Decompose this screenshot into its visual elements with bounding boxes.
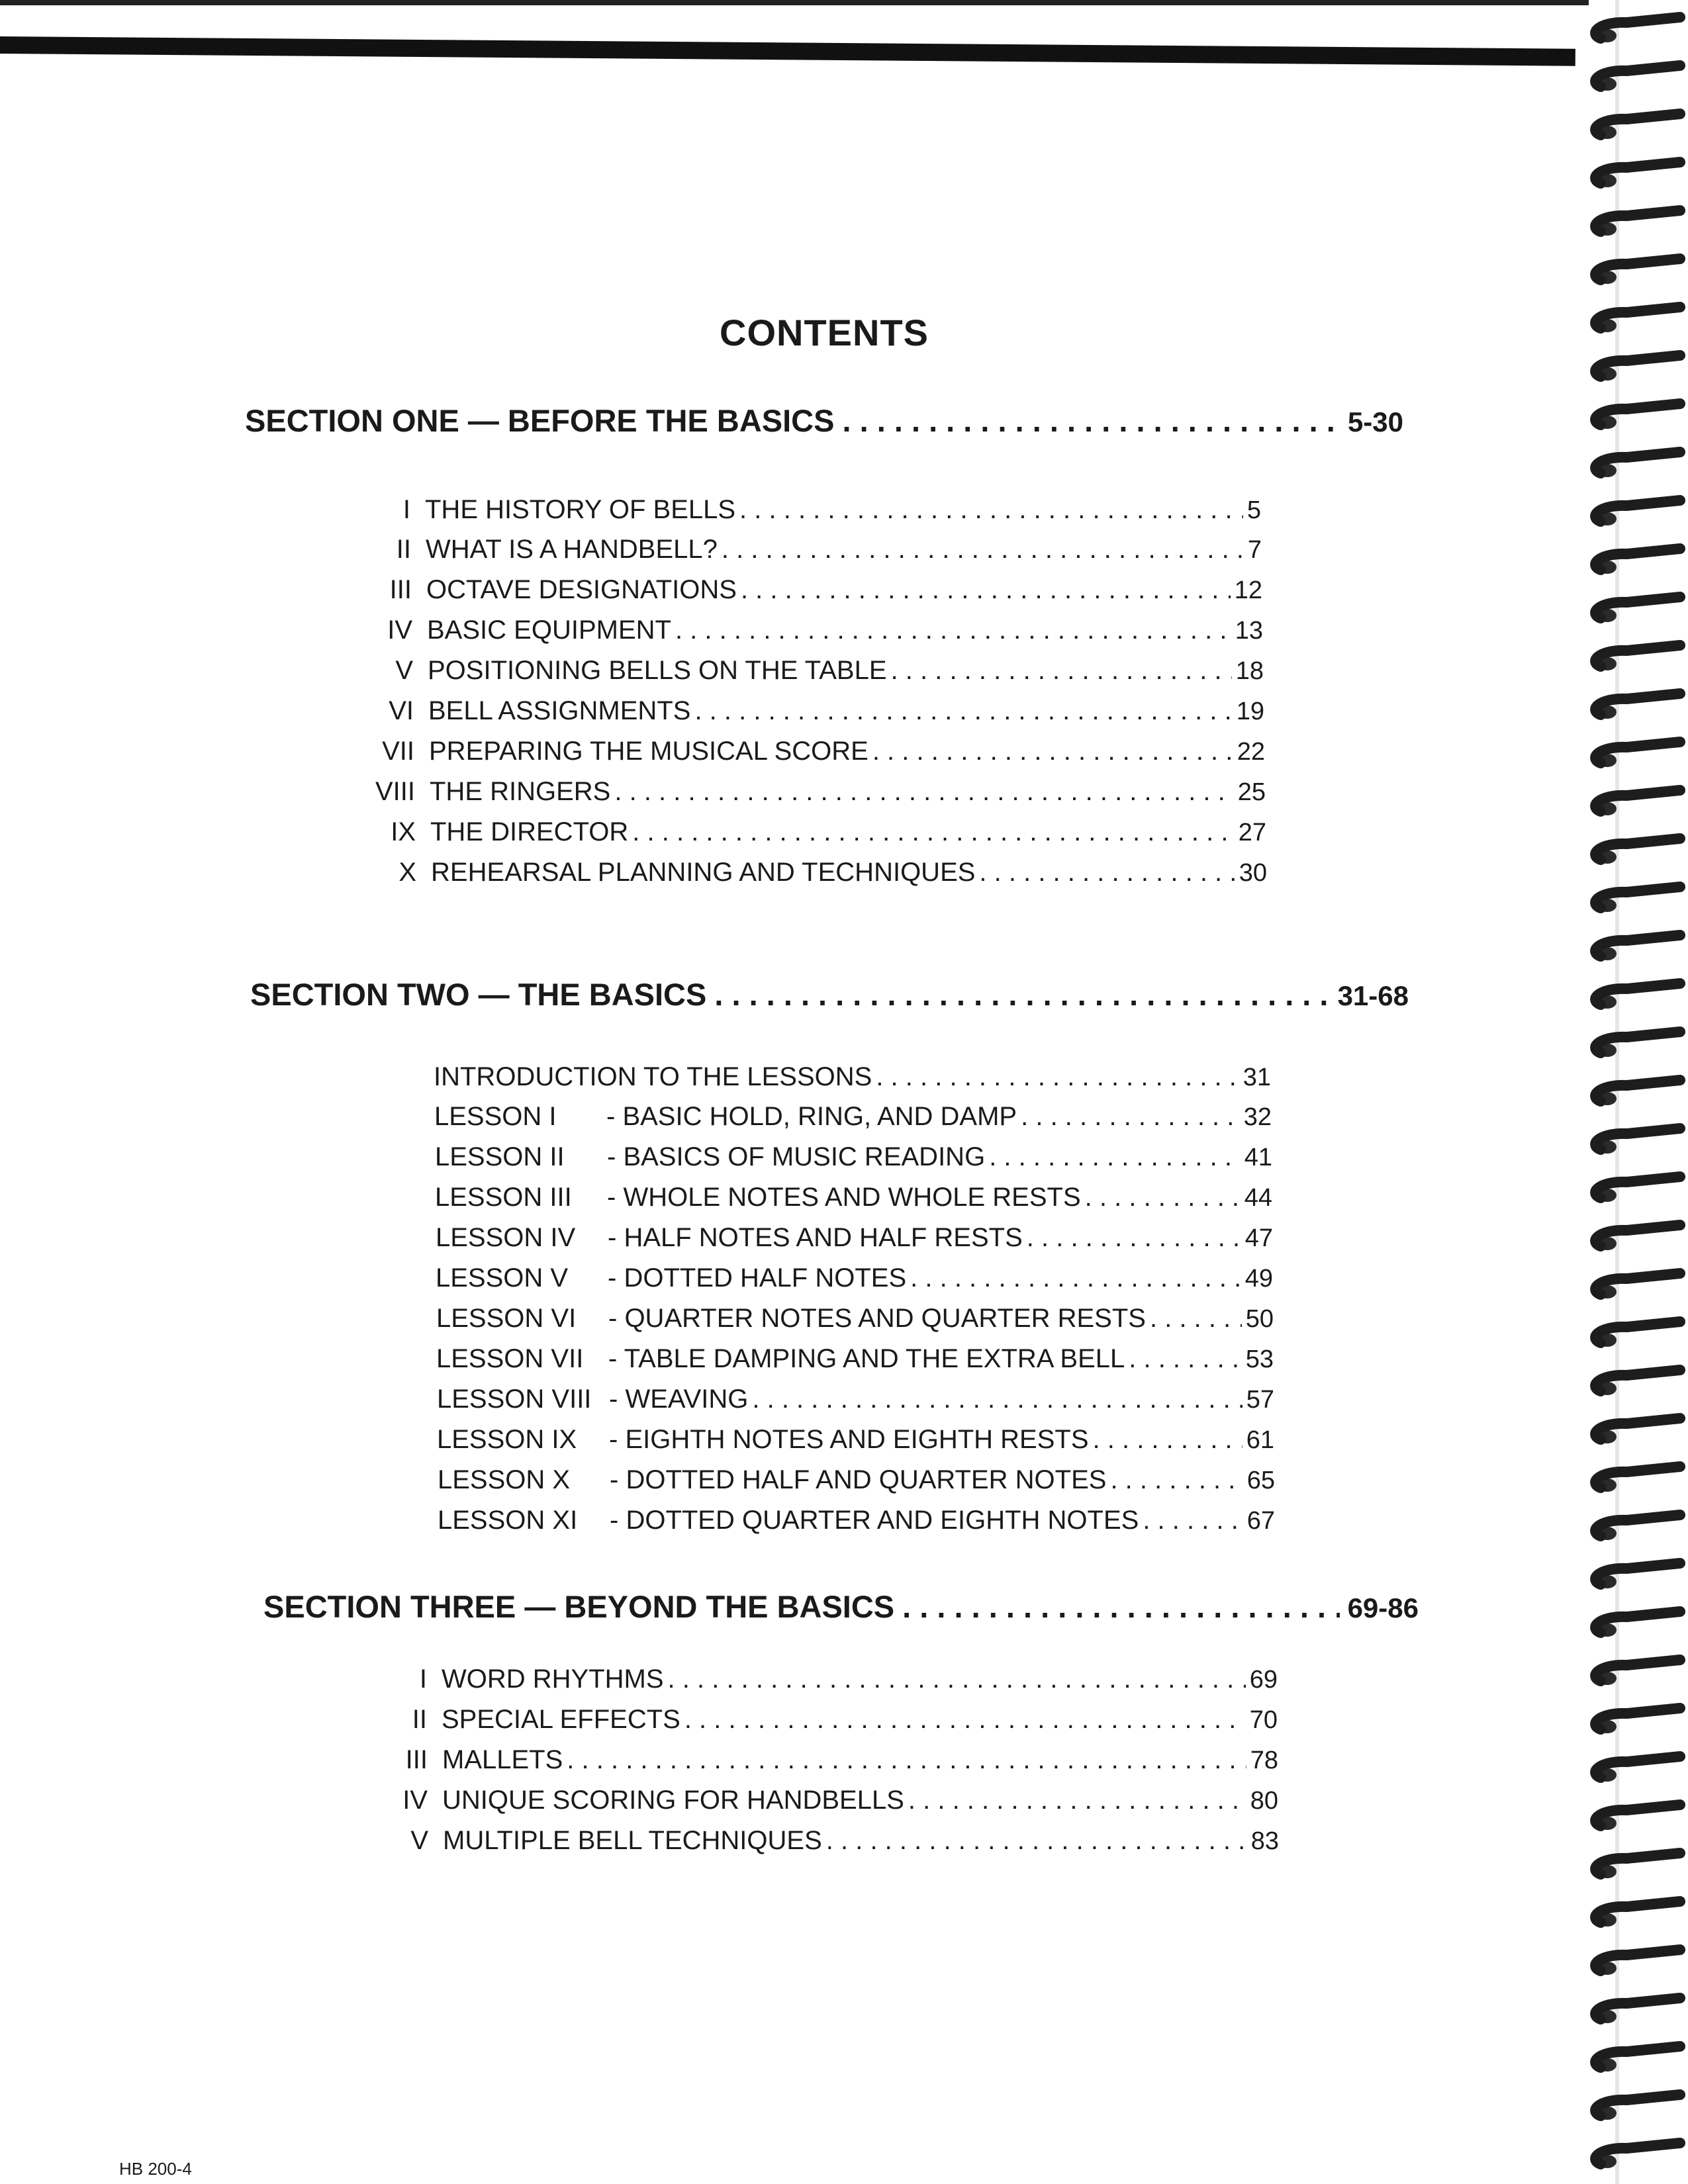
- toc-entry[interactable]: [375, 1826, 1279, 1863]
- spiral-coil: [1595, 935, 1680, 960]
- spiral-coil: [1595, 1853, 1680, 1878]
- spiral-coil: [1595, 1901, 1680, 1927]
- entry-number: II: [396, 535, 411, 564]
- toc-entry[interactable]: [374, 1664, 1278, 1702]
- entry-number: II: [412, 1705, 427, 1734]
- entry-label: - EIGHTH NOTES AND EIGHTH RESTS: [609, 1425, 1089, 1454]
- spiral-coil: [1595, 2143, 1680, 2168]
- spiral-coil: [1595, 1515, 1680, 1540]
- entry-page: 32: [1243, 1103, 1272, 1131]
- entry-label: PREPARING THE MUSICAL SCORE: [429, 737, 868, 766]
- spiral-coil: [1595, 742, 1680, 767]
- entry-page: 47: [1244, 1224, 1273, 1252]
- spiral-coil: [1595, 1080, 1680, 1105]
- toc-entry[interactable]: [436, 1304, 1274, 1341]
- toc-entry-intro[interactable]: [434, 1062, 1271, 1099]
- entry-page: 80: [1250, 1787, 1278, 1815]
- section-label: SECTION THREE — BEYOND THE BASICS: [263, 1589, 895, 1624]
- spiral-coil: [1595, 2046, 1680, 2071]
- entry-label: - BASICS OF MUSIC READING: [607, 1142, 986, 1171]
- lesson-number: LESSON X: [438, 1465, 571, 1494]
- entry-number: I: [402, 495, 410, 524]
- spiral-coil: [1595, 17, 1680, 42]
- spiral-coil: [1595, 452, 1680, 477]
- leader-dots: [989, 1142, 1241, 1172]
- entry-label: THE DIRECTOR: [430, 817, 629, 846]
- spiral-coil: [1595, 1467, 1680, 1492]
- entry-page: 57: [1246, 1386, 1274, 1414]
- spiral-coil: [1595, 1273, 1680, 1298]
- entry-label: - TABLE DAMPING AND THE EXTRA BELL: [608, 1344, 1125, 1373]
- lesson-number: LESSON IV: [436, 1223, 576, 1252]
- entry-label: OCTAVE DESIGNATIONS: [426, 575, 737, 604]
- spiral-coil: [1595, 645, 1680, 670]
- binder-cover-edge: [0, 36, 1575, 66]
- section-label: SECTION ONE — BEFORE THE BASICS: [245, 403, 835, 438]
- leader-dots: [826, 1826, 1247, 1856]
- leader-dots: [1021, 1102, 1240, 1132]
- entry-label: - QUARTER NOTES AND QUARTER RESTS: [608, 1304, 1146, 1333]
- leader-dots: [979, 858, 1235, 887]
- spiral-coil: [1595, 1612, 1680, 1637]
- leader-dots: [842, 402, 1339, 439]
- section-pages: 5-30: [1347, 406, 1403, 437]
- leader-dots: [741, 575, 1231, 605]
- section-pages: 69-86: [1347, 1592, 1419, 1623]
- entry-number: III: [389, 575, 412, 604]
- spiral-coil: [1595, 355, 1680, 381]
- leader-dots: [1085, 1183, 1241, 1212]
- spiral-coil: [1595, 1756, 1680, 1782]
- entry-number: I: [419, 1664, 427, 1694]
- entry-label: INTRODUCTION TO THE LESSONS: [434, 1062, 872, 1091]
- spiral-coil: [1595, 1128, 1680, 1154]
- leader-dots: [876, 1062, 1239, 1092]
- spiral-coil: [1595, 114, 1680, 139]
- toc-entry[interactable]: [437, 1425, 1274, 1462]
- leader-dots: [1143, 1506, 1243, 1535]
- toc-entry[interactable]: [359, 615, 1263, 653]
- lesson-number: LESSON V: [436, 1263, 569, 1293]
- leader-dots: [567, 1745, 1246, 1775]
- leader-dots: [910, 1263, 1241, 1293]
- toc-entry[interactable]: [363, 858, 1267, 895]
- toc-entry[interactable]: [436, 1344, 1274, 1381]
- entry-page: 49: [1244, 1265, 1273, 1293]
- spiral-coil: [1595, 887, 1680, 912]
- spiral-coil: [1595, 2095, 1680, 2120]
- entry-label: BELL ASSIGNMENTS: [428, 696, 691, 725]
- entry-page: 7: [1247, 536, 1262, 564]
- spiral-coil: [1595, 1370, 1680, 1395]
- entry-number: III: [405, 1745, 428, 1774]
- leader-dots: [872, 737, 1233, 766]
- toc-entry[interactable]: [361, 737, 1265, 774]
- toc-entry[interactable]: [435, 1142, 1272, 1179]
- entry-label: SPECIAL EFFECTS: [442, 1705, 680, 1734]
- leader-dots: [614, 777, 1233, 807]
- entry-page: 61: [1246, 1426, 1274, 1454]
- section-label: SECTION TWO — THE BASICS: [250, 977, 707, 1012]
- lesson-number: LESSON VIII: [437, 1385, 592, 1414]
- entry-label: THE HISTORY OF BELLS: [425, 495, 736, 524]
- lesson-number: LESSON XI: [438, 1506, 578, 1535]
- spiral-coil: [1595, 1177, 1680, 1202]
- entry-number: VI: [389, 696, 414, 725]
- toc-entry[interactable]: [375, 1786, 1278, 1823]
- entry-number: VII: [382, 737, 414, 766]
- entry-page: 44: [1244, 1184, 1272, 1212]
- spiral-coil: [1595, 549, 1680, 574]
- toc-entry[interactable]: [360, 656, 1264, 693]
- spiral-coil: [1595, 694, 1680, 719]
- entry-label: THE RINGERS: [430, 777, 611, 806]
- entry-label: WHAT IS A HANDBELL?: [426, 535, 718, 564]
- entry-number: IV: [402, 1786, 428, 1815]
- entry-page: 50: [1245, 1305, 1274, 1333]
- leader-dots: [1150, 1304, 1242, 1334]
- lesson-number: LESSON VII: [436, 1344, 584, 1373]
- entry-label: - WEAVING: [609, 1385, 749, 1414]
- toc-entry[interactable]: [435, 1183, 1272, 1220]
- entry-label: - DOTTED QUARTER AND EIGHTH NOTES: [610, 1506, 1139, 1535]
- entry-label: MULTIPLE BELL TECHNIQUES: [443, 1826, 822, 1855]
- entry-number: IX: [391, 817, 416, 846]
- toc-entry[interactable]: [436, 1223, 1273, 1260]
- entry-label: MALLETS: [442, 1745, 563, 1774]
- entry-page: 30: [1239, 859, 1267, 887]
- entry-page: 22: [1237, 738, 1265, 766]
- entry-label: - HALF NOTES AND HALF RESTS: [608, 1223, 1023, 1252]
- section-two-heading[interactable]: [250, 976, 1409, 1013]
- leader-dots: [668, 1664, 1246, 1694]
- entry-page: 5: [1246, 496, 1261, 524]
- entry-page: 41: [1244, 1144, 1272, 1171]
- toc-entry[interactable]: [358, 535, 1262, 572]
- leader-dots: [1129, 1344, 1241, 1374]
- entry-number: IV: [387, 615, 412, 645]
- entry-page: 70: [1249, 1706, 1278, 1734]
- entry-page: 69: [1249, 1666, 1278, 1694]
- entry-label: WORD RHYTHMS: [442, 1664, 664, 1694]
- entry-label: - WHOLE NOTES AND WHOLE RESTS: [607, 1183, 1081, 1212]
- spiral-coil: [1595, 1322, 1680, 1347]
- leader-dots: [1093, 1425, 1243, 1455]
- lesson-number: LESSON VI: [436, 1304, 577, 1333]
- entry-label: REHEARSAL PLANNING AND TECHNIQUES: [431, 858, 976, 887]
- entry-page: 18: [1235, 657, 1264, 685]
- spiral-coil: [1595, 1708, 1680, 1733]
- leader-dots: [908, 1786, 1246, 1815]
- toc-entry[interactable]: [434, 1102, 1272, 1139]
- spiral-coil: [1595, 1998, 1680, 2023]
- spiral-coil: [1595, 162, 1680, 187]
- leader-dots: [675, 615, 1231, 645]
- section-one-heading[interactable]: [245, 402, 1403, 439]
- entry-page: 31: [1243, 1064, 1271, 1091]
- leader-dots: [722, 535, 1244, 565]
- entry-label: BASIC EQUIPMENT: [427, 615, 671, 645]
- spiral-coil: [1595, 1563, 1680, 1588]
- entry-label: POSITIONING BELLS ON THE TABLE: [428, 656, 887, 685]
- entry-page: 13: [1235, 617, 1263, 645]
- spiral-coil: [1595, 1225, 1680, 1250]
- spiral-coil: [1595, 66, 1680, 91]
- toc-entry[interactable]: [436, 1263, 1273, 1300]
- entry-label: - DOTTED HALF AND QUARTER NOTES: [610, 1465, 1107, 1494]
- entry-page: 65: [1246, 1467, 1275, 1494]
- entry-number: X: [399, 858, 416, 887]
- toc-entry[interactable]: [361, 696, 1264, 733]
- lesson-number: LESSON I: [434, 1102, 557, 1131]
- entry-page: 53: [1245, 1345, 1274, 1373]
- entry-label: - DOTTED HALF NOTES: [608, 1263, 907, 1293]
- spiral-coil: [1595, 210, 1680, 236]
- toc-entry[interactable]: [359, 575, 1262, 612]
- spiral-coil: [1595, 1805, 1680, 1830]
- toc-entry[interactable]: [362, 777, 1266, 814]
- entry-number: VIII: [375, 777, 415, 806]
- spiral-coil: [1595, 1660, 1680, 1685]
- entry-page: 12: [1234, 576, 1262, 604]
- leader-dots: [891, 656, 1232, 686]
- spiral-coil: [1595, 500, 1680, 525]
- toc-entry[interactable]: [438, 1465, 1275, 1502]
- spiral-coil: [1595, 404, 1680, 429]
- leader-dots: [714, 976, 1329, 1013]
- leader-dots: [1110, 1465, 1243, 1495]
- entry-page: 27: [1238, 819, 1266, 846]
- entry-page: 67: [1246, 1507, 1275, 1535]
- toc-entry[interactable]: [437, 1385, 1274, 1422]
- leader-dots: [752, 1385, 1242, 1414]
- section-three-heading[interactable]: [263, 1588, 1419, 1625]
- lesson-number: LESSON III: [435, 1183, 572, 1212]
- leader-dots: [684, 1705, 1246, 1735]
- toc-entry[interactable]: [374, 1705, 1278, 1742]
- spiral-coil: [1595, 839, 1680, 864]
- section-pages: 31-68: [1337, 980, 1409, 1011]
- spiral-coil: [1595, 983, 1680, 1009]
- entry-page: 19: [1236, 698, 1264, 725]
- spiral-coil: [1595, 1950, 1680, 1975]
- document-code: HB 200-4: [119, 2159, 192, 2179]
- spiral-coil: [1595, 597, 1680, 622]
- spiral-coil: [1595, 1418, 1680, 1443]
- toc-entry[interactable]: [357, 495, 1261, 532]
- toc-entry[interactable]: [363, 817, 1266, 854]
- leader-dots: [1027, 1223, 1241, 1253]
- lesson-number: LESSON IX: [437, 1425, 577, 1454]
- entry-page: 78: [1250, 1747, 1278, 1774]
- lesson-number: LESSON II: [435, 1142, 565, 1171]
- leader-dots: [632, 817, 1234, 847]
- leader-dots: [739, 495, 1243, 525]
- entry-page: 83: [1250, 1827, 1279, 1855]
- entry-label: UNIQUE SCORING FOR HANDBELLS: [442, 1786, 904, 1815]
- entry-number: V: [395, 656, 413, 685]
- spiral-coil: [1595, 790, 1680, 815]
- leader-dots: [694, 696, 1232, 726]
- spiral-coil: [1595, 1032, 1680, 1057]
- entry-page: 25: [1237, 778, 1266, 806]
- top-edge-line: [0, 0, 1589, 5]
- leader-dots: [902, 1588, 1339, 1625]
- page-title: CONTENTS: [720, 312, 929, 353]
- entry-label: - BASIC HOLD, RING, AND DAMP: [606, 1102, 1017, 1131]
- toc-entry[interactable]: [375, 1745, 1278, 1782]
- spiral-coil: [1595, 259, 1680, 284]
- entry-number: V: [410, 1826, 428, 1855]
- toc-entry[interactable]: [438, 1506, 1275, 1543]
